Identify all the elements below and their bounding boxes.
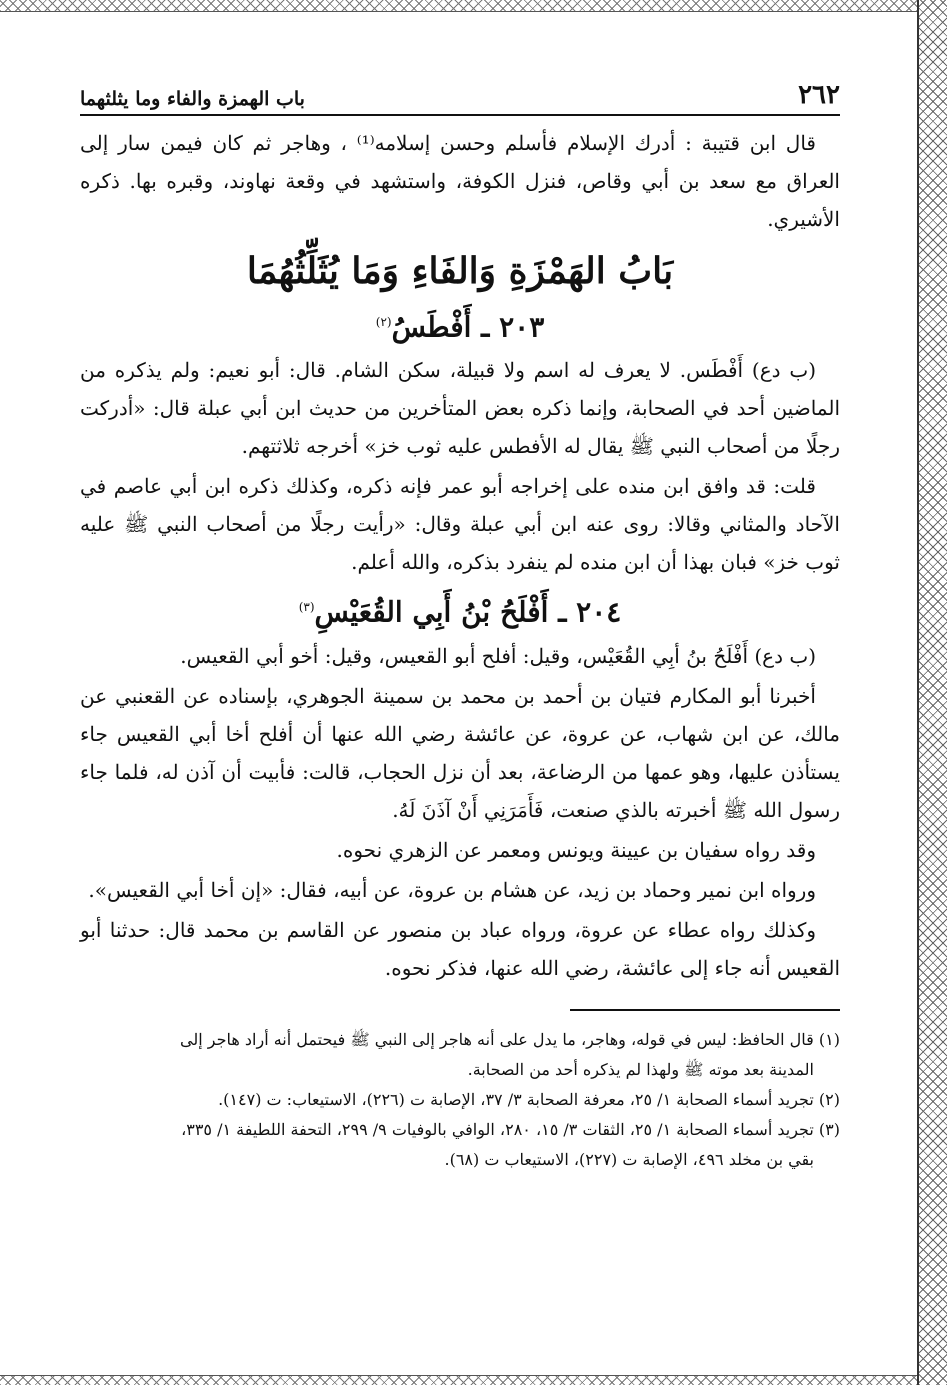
footnote-2: (٢) تجريد أسماء الصحابة ١/ ٢٥، معرفة الصحابة ٣/ ٣٧، الإصابة ت (٢٢٦)، الاستيعاب: ت (١٤٧). [218, 1089, 840, 1109]
entry-203-note-ref: (٢) [375, 315, 392, 329]
footnote-3: (٣) تجريد أسماء الصحابة ١/ ٢٥، الثقات ٣/ ١٥، ٢٨٠، الوافي بالوفيات ٩/ ٢٩٩، التحفة اللطيفة ١/ ٣٣٥، [181, 1119, 840, 1139]
entry-203-title [80, 298, 840, 351]
entry-204-paragraph-1: (ب دع) أَفْلَحُ بنُ أبِي القُعَيْس، وقيل: أفلح أبو القعيس، وقيل: أخو أبي القعيس. [180, 643, 816, 668]
chapter-title: بَابُ الهَمْزَةِ وَالفَاءِ وَمَا يُثَلِّثُهُمَا [246, 250, 674, 292]
running-header [80, 70, 840, 116]
right-border-ornament [917, 0, 947, 1385]
footnote-1-continued: المدينة بعد موته ﷺ ولهذا لم يذكره أحد من الصحابة. [467, 1059, 814, 1079]
entry-203-paragraph-1: (ب دع) أَفْطَس. لا يعرف له اسم ولا قبيلة، سكن الشام. قال: أبو نعيم: ولم يذكره من الماضين أحد في الصحابة، وإنما ذكره بعض المتأخرين من حديث ابن أبي عبلة قال: «أدركت رجلًا من أصحاب النبي ﷺ يقال له الأفطس عليه ثوب خز» أخرجه ثلاثتهم. [80, 358, 840, 459]
running-title: باب الهمزة والفاء وما يثلثهما [80, 88, 305, 110]
entry-204-heading: ٢٠٤ ـ أَفْلَحُ بْنُ أَبِي القُعَيْسِ [314, 595, 622, 629]
main-text [80, 124, 840, 987]
entry-204-paragraph-5: وكذلك رواه عطاء عن عروة، ورواه عباد بن منصور عن القاسم بن محمد قال: حدثنا أبو القعيس أنه جاء إلى عائشة، رضي الله عنها، فذكر نحوه. [80, 917, 840, 980]
entry-204-paragraph-2: أخبرنا أبو المكارم فتيان بن أحمد بن محمد بن سمينة الجوهري، بإسناده عن القعنبي عن مالك، عن ابن شهاب، عن عروة، عن عائشة رضي الله عنها أن أفلح أخا أبي القعيس جاء يستأذن عليها، وهو عمها من الرضاعة، بعد أن نزل الحجاب، قالت: فأبيت أن آذن له، فلما جاء رسول الله ﷺ أخبرته بالذي صنعت، فَأَمَرَنِي أَنْ آذَنَ لَهُ. [80, 683, 840, 822]
entry-204-title [80, 583, 840, 636]
entry-203-heading: ٢٠٣ ـ أَفْطَسُ [391, 310, 545, 344]
footnote-1: (١) قال الحافظ: ليس في قوله، وهاجر، ما يدل على أنه هاجر إلى النبي ﷺ فيحتمل أنه أراد هاجر إلى [180, 1029, 840, 1049]
entry-204-note-ref: (٣) [298, 600, 315, 615]
footnote-3-continued: بقي بن مخلد ٤٩٦، الإصابة ت (٢٢٧)، الاستيعاب ت (٦٨). [444, 1149, 814, 1169]
top-border-ornament [0, 0, 917, 12]
entry-204-paragraph-3: وقد رواه سفيان بن عيينة ويونس ومعمر عن الزهري نحوه. [336, 837, 816, 862]
intro-paragraph: قال ابن قتيبة : أدرك الإسلام فأسلم وحسن إسلامه⁽¹⁾ ، وهاجر ثم كان فيمن سار إلى العراق مع سعد بن أبي وقاص، فنزل الكوفة، واستشهد في وقعة نهاوند، وقبره بها. ذكره الأشيري. [80, 131, 840, 231]
entry-203-paragraph-2: قلت: قد وافق ابن منده على إخراجه أبو عمر فإنه ذكره، وكذلك ذكره ابن أبي عاصم في الآحاد والمثاني وقالا: روى عنه ابن أبي عبلة وقال: «رأيت رجلًا من أصحاب النبي ﷺ عليه ثوب خز» فبان بهذا أن ابن منده لم ينفرد بذكره، والله أعلم. [80, 474, 840, 575]
entry-204-paragraph-4: ورواه ابن نمير وحماد بن زيد، عن هشام بن عروة، عن أبيه، فقال: «إن أخا أبي القعيس». [88, 877, 816, 902]
page [80, 70, 840, 1175]
page-number: ٢٦٢ [798, 80, 840, 110]
bottom-border-ornament [0, 1375, 917, 1385]
footnotes [80, 1025, 840, 1175]
footnote-separator [570, 1009, 840, 1011]
